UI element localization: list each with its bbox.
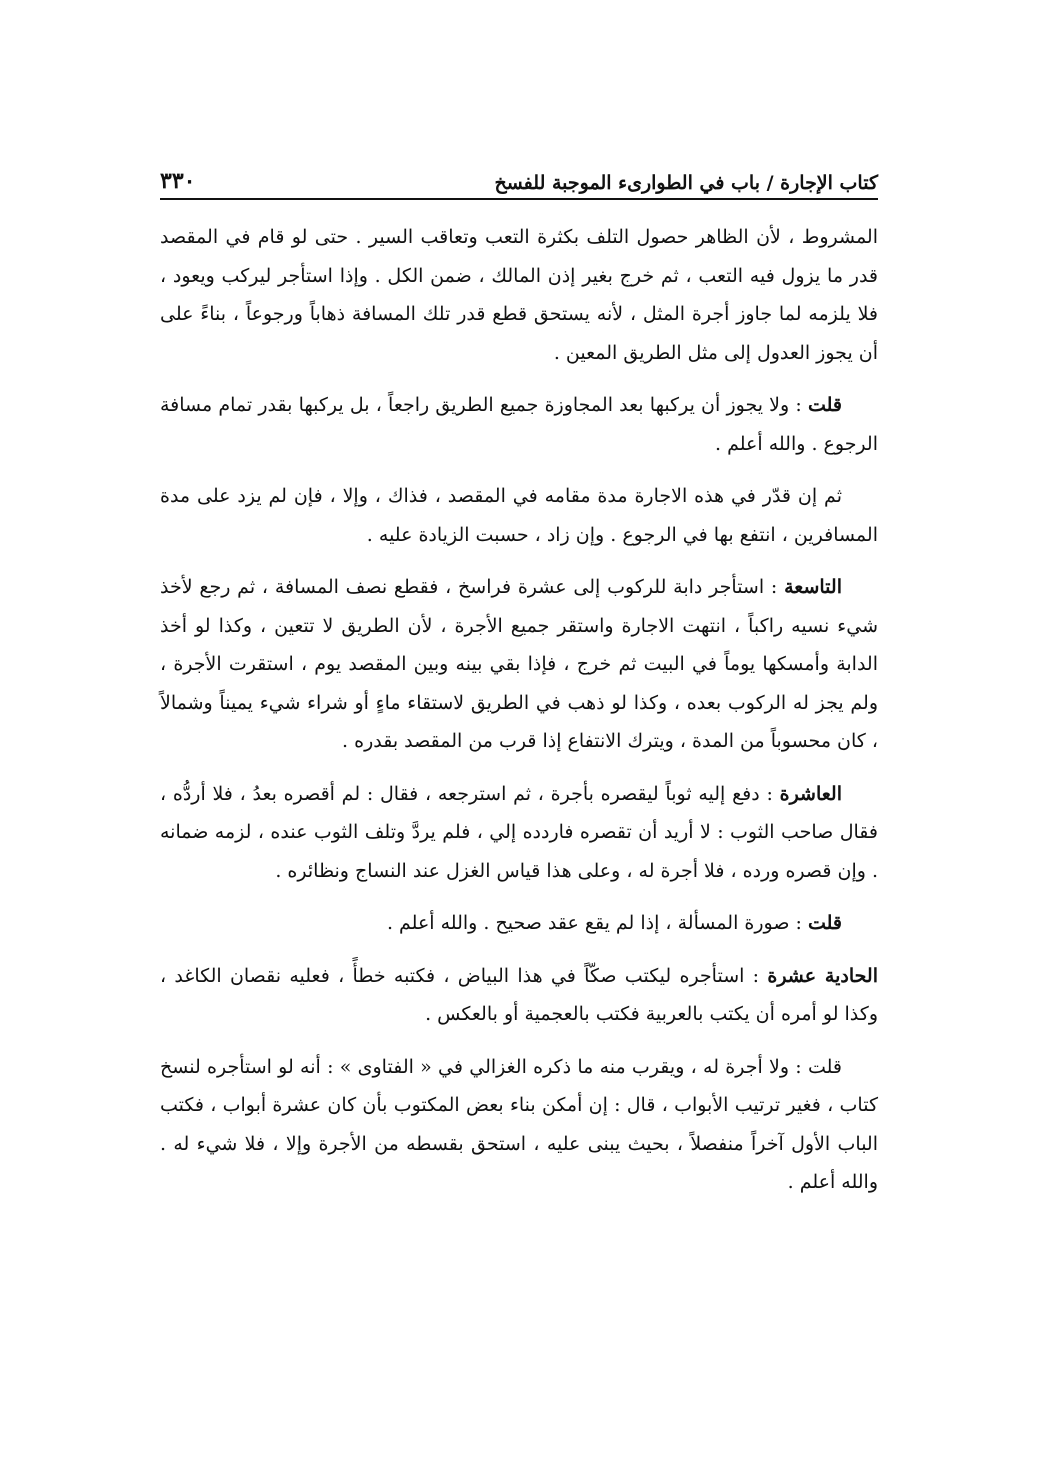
paragraph-text: قلت : ولا أجرة له ، ويقرب منه ما ذكره الغزالي في « الفتاوى » : أنه لو استأجره لنسخ كتاب ، فغير ترتيب الأبواب ، قال : إن أمكن بناء بعض المكتوب بأن كان عشرة أبواب ، فكتب الباب الأول آخراً منفصلاً ، بحيث يبنى عليه ، استحق بقسطه من الأجرة وإلا ، فلا شيء له . والله أعلم . [160, 1055, 878, 1193]
page-header [160, 150, 878, 194]
page-number: ٣٣٠ [160, 168, 196, 194]
header-divider [160, 198, 878, 200]
paragraph-lead: العاشرة [779, 782, 842, 805]
paragraph-lead: قلت [807, 394, 842, 416]
paragraph [160, 568, 878, 761]
paragraph-text: : صورة المسألة ، إذا لم يقع عقد صحيح . والله أعلم . [386, 912, 808, 934]
paragraph-text: : استأجر دابة للركوب إلى عشرة فراسخ ، فقطع نصف المسافة ، ثم رجع لأخذ شيء نسيه راكباً ، انتهت الاجارة واستقر جميع الأجرة ، لأن الطريق لا تتعين ، وكذا لو أخذ الدابة وأمسكها يوماً في البيت ثم خرج ، فإذا بقي بينه وبين المقصد يوم ، استقرت الأجرة ، ولم يجز له الركوب بعده ، وكذا لو ذهب في الطريق لاستقاء ماءٍ أو شراء شيء يميناً وشمالاً ، كان محسوباً من المدة ، ويترك الانتفاع إذا قرب من المقصد بقدره . [160, 576, 878, 752]
paragraph-lead: قلت [807, 912, 842, 934]
paragraph [160, 386, 878, 463]
paragraph [160, 957, 878, 1034]
paragraph-text: : ولا يجوز أن يركبها بعد المجاوزة جميع الطريق راجعاً ، بل يركبها بقدر تمام مسافة الرجوع . والله أعلم . [160, 394, 878, 455]
paragraph [160, 775, 878, 891]
paragraph-text: ثم إن قدّر في هذه الاجارة مدة مقامه في المقصد ، فذاك ، وإلا ، فإن لم يزد على مدة المسافرين ، انتفع بها في الرجوع . وإن زاد ، حسبت الزيادة عليه . [160, 485, 878, 546]
paragraph-text: : استأجره ليكتب صكّاً في هذا البياض ، فكتبه خطأً ، فعليه نقصان الكاغد ، وكذا لو أمره أن يكتب بالعربية فكتب بالعجمية أو بالعكس . [160, 964, 878, 1025]
body-text [160, 218, 878, 1216]
paragraph [160, 218, 878, 372]
paragraph [160, 477, 878, 554]
paragraph-text: : دفع إليه ثوباً ليقصره بأجرة ، ثم استرجعه ، فقال : لم أقصره بعدُ ، فلا أردُّه ، فقال صاحب الثوب : لا أريد أن تقصره فاردده إلي ، فلم يردَّ وتلف الثوب عنده ، لزمه ضمانه . وإن قصره ورده ، فلا أجرة له ، وعلى هذا قياس الغزل عند النساج ونظائره . [160, 782, 878, 882]
paragraph [160, 1048, 878, 1202]
paragraph-lead: التاسعة [784, 576, 842, 598]
paragraph [160, 904, 878, 943]
paragraph-lead: الحادية عشرة [767, 964, 878, 987]
running-title: كتاب الإجارة / باب في الطوارىء الموجبة للفسخ [494, 172, 878, 194]
paragraph-text: المشروط ، لأن الظاهر حصول التلف بكثرة التعب وتعاقب السير . حتى لو قام في المقصد قدر ما يزول فيه التعب ، ثم خرج بغير إذن المالك ، ضمن الكل . وإذا استأجر ليركب ويعود ، فلا يلزمه لما جاوز أجرة المثل ، لأنه يستحق قطع قدر تلك المسافة ذهاباً ورجوعاً ، بناءً على أن يجوز العدول إلى مثل الطريق المعين . [160, 226, 878, 364]
